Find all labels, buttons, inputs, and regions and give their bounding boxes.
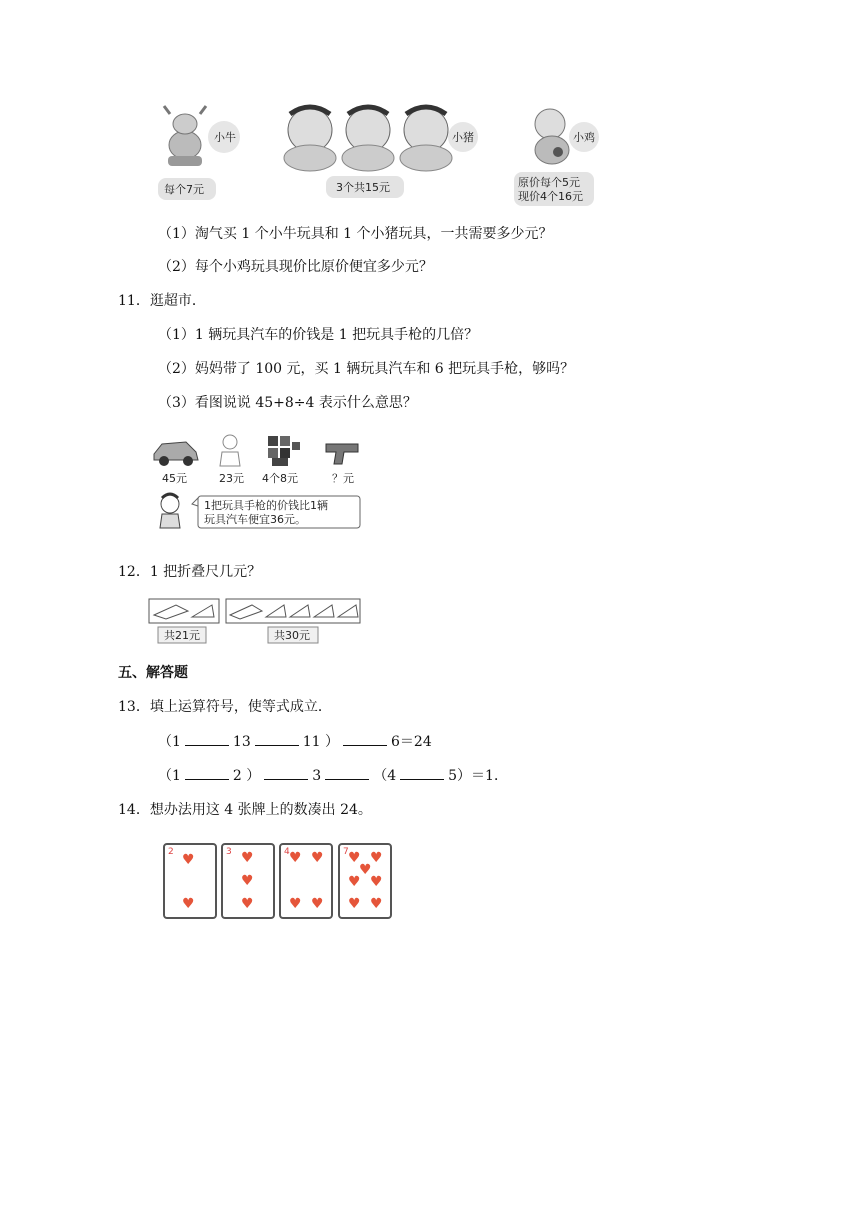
ruler-box-2 — [226, 599, 360, 623]
playing-card-2: 2 ♥ ♥ — [163, 843, 217, 919]
pig-name: 小猪 — [452, 131, 474, 144]
q13-equation-2: （1 2 ） 3 （4 5）＝1． — [158, 765, 508, 786]
heart-icon: ♥ — [370, 896, 383, 912]
playing-card-3: 3 ♥ ♥ ♥ — [221, 843, 275, 919]
heart-icon: ♥ — [311, 850, 324, 866]
heart-icon: ♥ — [182, 896, 195, 912]
ruler-box-1 — [149, 599, 219, 623]
q12-title: 12．1 把折叠尺几元？ — [118, 564, 262, 580]
chick-toy-image — [535, 109, 569, 164]
toy-blocks-image — [268, 436, 300, 466]
q11-sub2: （2）妈妈带了 100 元，买 1 辆玩具汽车和 6 把玩具手枪，够吗？ — [158, 361, 575, 377]
cow-price: 每个7元 — [164, 183, 204, 196]
heart-icon: ♥ — [348, 874, 361, 890]
operator-blank[interactable] — [185, 765, 229, 780]
q11-sub1: （1）1 辆玩具汽车的价钱是 1 把玩具手枪的几倍？ — [158, 327, 479, 343]
heart-icon: ♥ — [370, 850, 383, 866]
toy-car-image — [154, 442, 198, 466]
q13-title: 13．填上运算符号，使等式成立． — [118, 699, 332, 715]
heart-icon: ♥ — [289, 850, 302, 866]
heart-icon: ♥ — [182, 852, 195, 868]
heart-icon: ♥ — [359, 862, 372, 878]
heart-icon: ♥ — [348, 896, 361, 912]
child-image — [160, 494, 180, 528]
cow-name: 小牛 — [214, 131, 236, 144]
car-price: 45元 — [162, 472, 187, 485]
q13-equation-1: （1 13 11 ） 6＝24 — [158, 731, 432, 752]
playing-card-4: 4 ♥ ♥ ♥ ♥ — [279, 843, 333, 919]
ruler-total-2: 共30元 — [274, 629, 310, 642]
operator-blank[interactable] — [255, 731, 299, 746]
heart-icon: ♥ — [311, 896, 324, 912]
q11-title: 11．逛超市． — [118, 293, 206, 309]
operator-blank[interactable] — [264, 765, 308, 780]
supermarket-figure — [150, 430, 365, 532]
doll-price: 23元 — [219, 472, 244, 485]
section-title: 五、解答题 — [118, 665, 188, 681]
toy-price-figure — [150, 100, 610, 212]
chick-current-price: 现价4个16元 — [518, 190, 583, 203]
operator-blank[interactable] — [400, 765, 444, 780]
chick-original-price: 原价每个5元 — [518, 176, 580, 189]
heart-icon: ♥ — [241, 896, 254, 912]
operator-blank[interactable] — [343, 731, 387, 746]
q14-title: 14．想办法用这 4 张牌上的数凑出 24。 — [118, 802, 372, 818]
heart-icon: ♥ — [289, 896, 302, 912]
speech-line-1: 1把玩具手枪的价钱比1辆 — [204, 499, 328, 512]
pig-price: 3个共15元 — [336, 181, 390, 194]
blocks-price: 4个8元 — [262, 472, 298, 485]
heart-icon: ♥ — [241, 873, 254, 889]
q10-sub2: （2）每个小鸡玩具现价比原价便宜多少元？ — [158, 259, 433, 275]
q10-sub1: （1）淘气买 1 个小牛玩具和 1 个小猪玩具，一共需要多少元？ — [158, 226, 553, 242]
toy-doll-image — [220, 435, 240, 466]
speech-line-2: 玩具汽车便宜36元。 — [204, 513, 306, 526]
pig-toys-image — [284, 107, 452, 171]
heart-icon: ♥ — [348, 850, 361, 866]
cow-toy-image — [164, 106, 206, 166]
heart-icon: ♥ — [370, 874, 383, 890]
folding-ruler-figure — [148, 597, 363, 647]
q11-sub3: （3）看图说说 45+8÷4 表示什么意思？ — [158, 395, 417, 411]
toy-gun-image — [326, 444, 358, 464]
playing-card-7: 7 ♥ ♥ ♥ ♥ ♥ ♥ ♥ — [338, 843, 392, 919]
operator-blank[interactable] — [185, 731, 229, 746]
ruler-total-1: 共21元 — [164, 629, 200, 642]
operator-blank[interactable] — [325, 765, 369, 780]
heart-icon: ♥ — [241, 850, 254, 866]
gun-price: ？元 — [332, 472, 354, 485]
chick-name: 小鸡 — [573, 131, 595, 144]
